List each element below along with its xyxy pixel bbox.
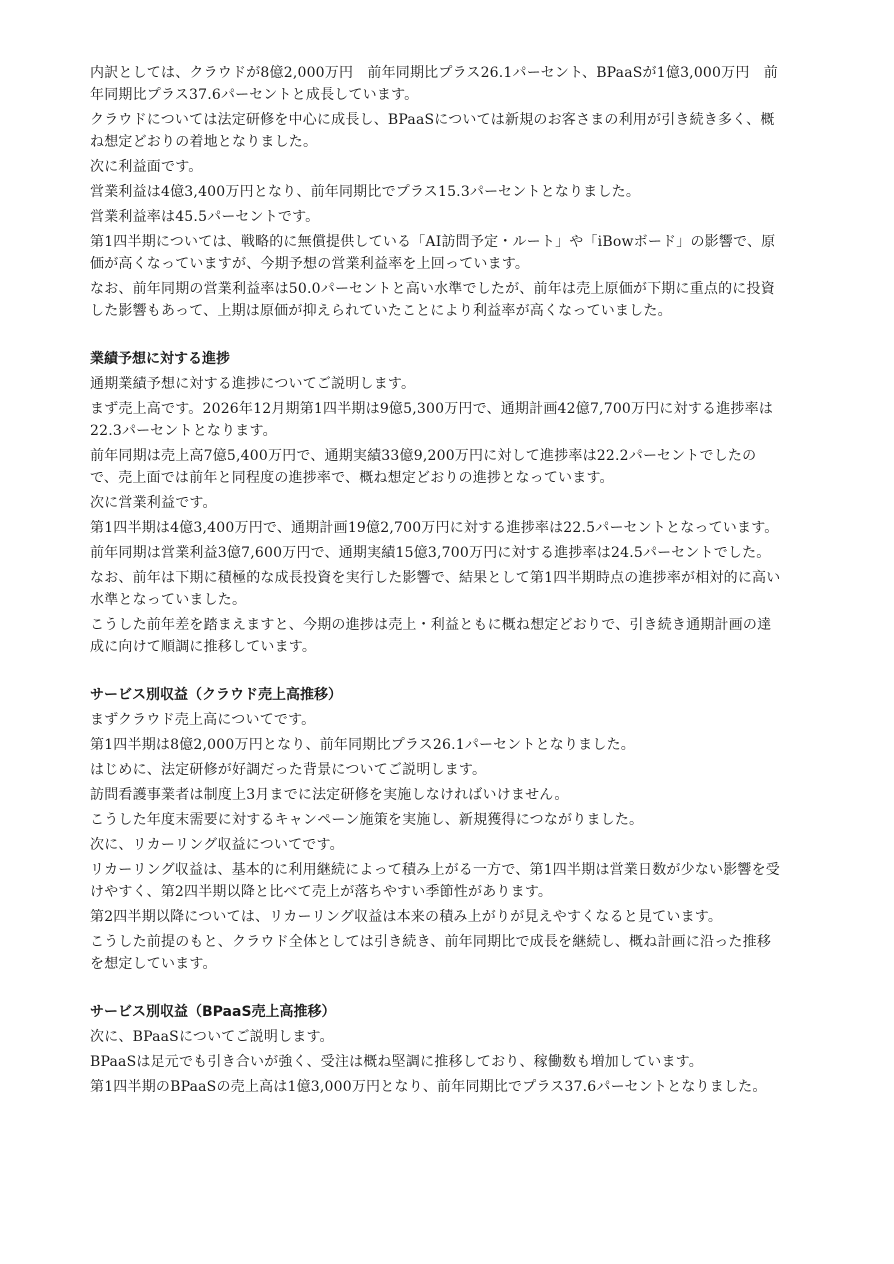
paragraph: なお、前年は下期に積極的な成長投資を実行した影響で、結果として第1四半期時点の進捗率が相対的に高い水準となっていました。	[90, 570, 781, 608]
paragraph: 第1四半期は8億2,000万円となり、前年同期比プラス26.1パーセントとなりました。	[90, 737, 635, 753]
paragraph: まずクラウド売上高についてです。	[90, 712, 316, 728]
paragraph: クラウドについては法定研修を中心に成長し、BPaaSについては新規のお客さまの利用が引き続き多く、概ね想定どおりの着地となりました。	[90, 112, 775, 150]
paragraph: 通期業績予想に対する進捗についてご説明します。	[90, 376, 416, 392]
paragraph: 訪問看護事業者は制度上3月までに法定研修を実施しなければいけません。	[90, 787, 569, 803]
paragraph: 前年同期は営業利益3億7,600万円で、通期実績15億3,700万円に対する進捗率は24.5パーセントでした。	[90, 545, 771, 561]
paragraph: 次に営業利益です。	[90, 495, 217, 511]
paragraph: まず売上高です。2026年12月期第1四半期は9億5,300万円で、通期計画42億7,700万円に対する進捗率は22.3パーセントとなります。	[90, 401, 774, 439]
section-heading: サービス別収益（クラウド売上高推移）	[90, 687, 342, 703]
intro-block	[90, 62, 784, 322]
paragraph: 第1四半期については、戦略的に無償提供している「AI訪問予定・ルート」や「iBowボード」の影響で、原価が高くなっていますが、今期予想の営業利益率を上回っています。	[90, 234, 776, 272]
section-bpaas-revenue	[90, 1001, 784, 1098]
paragraph: 内訳としては、クラウドが8億2,000万円 前年同期比プラス26.1パーセント、BPaaSが1億3,000万円 前年同期比プラス37.6パーセントと成長しています。	[90, 65, 778, 103]
paragraph: 次に、リカーリング収益についてです。	[90, 837, 344, 853]
paragraph: 第2四半期以降については、リカーリング収益は本来の積み上がりが見えやすくなると見ています。	[90, 909, 723, 925]
paragraph: こうした前提のもと、クラウド全体としては引き続き、前年同期比で成長を継続し、概ね計画に沿った推移を想定しています。	[90, 934, 772, 972]
paragraph: 次に、BPaaSについてご説明します。	[90, 1029, 334, 1045]
paragraph: なお、前年同期の営業利益率は50.0パーセントと高い水準でしたが、前年は売上原価が下期に重点的に投資した影響もあって、上期は原価が抑えられていたことにより利益率が高くなっていました。	[90, 281, 775, 319]
section-cloud-revenue	[90, 684, 784, 975]
section-progress	[90, 348, 784, 658]
paragraph: リカーリング収益は、基本的に利用継続によって積み上がる一方で、第1四半期は営業日数が少ない影響を受けやすく、第2四半期以降と比べて売上が落ちやすい季節性があります。	[90, 862, 781, 900]
paragraph: 第1四半期は4億3,400万円で、通期計画19億2,700万円に対する進捗率は22.5パーセントとなっています。	[90, 520, 779, 536]
section-heading: 業績予想に対する進捗	[90, 351, 230, 367]
paragraph: 営業利益は4億3,400万円となり、前年同期比でプラス15.3パーセントとなりました。	[90, 184, 641, 200]
paragraph: 営業利益率は45.5パーセントです。	[90, 209, 320, 225]
paragraph: BPaaSは足元でも引き合いが強く、受注は概ね堅調に推移しており、稼働数も増加しています。	[90, 1054, 703, 1070]
paragraph: はじめに、法定研修が好調だった背景についてご説明します。	[90, 762, 487, 778]
paragraph: 第1四半期のBPaaSの売上高は1億3,000万円となり、前年同期比でプラス37.6パーセントとなりました。	[90, 1079, 767, 1095]
paragraph: 次に利益面です。	[90, 159, 203, 175]
section-heading: サービス別収益（BPaaS売上高推移）	[90, 1004, 336, 1020]
paragraph: こうした前年差を踏まえますと、今期の進捗は売上・利益ともに概ね想定どおりで、引き続き通期計画の達成に向けて順調に推移しています。	[90, 617, 772, 655]
paragraph: 前年同期は売上高7億5,400万円で、通期実績33億9,200万円に対して進捗率は22.2パーセントでしたので、売上面では前年と同程度の進捗率で、概ね想定どおりの進捗となっています。	[90, 448, 757, 486]
paragraph: こうした年度末需要に対するキャンペーン施策を実施し、新規獲得につながりました。	[90, 812, 644, 828]
